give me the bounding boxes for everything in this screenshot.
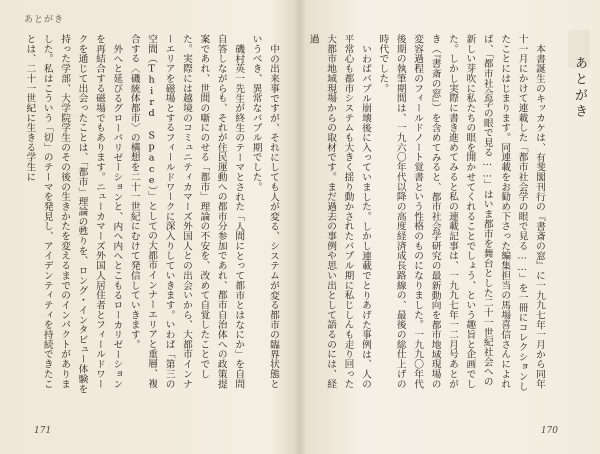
chapter-title: あとがき	[572, 56, 587, 120]
right-page-paragraph: 本書誕生のキッカケは、有斐閣刊行の『書斎の窓』に一九九七年一月から同年十一月にかけて連載した「都市社会学の眼で見る……」を一冊にコレクションしたことにはじまります。同連載をお勧め下さった編集担当の馬場喜信さんによれば、「都市社会学の眼で見る……」はいま都市を舞台とした二十一世紀社会への新しい芽吹に私たちの眼を開かせてくれることでしょう、という趣旨と企画でした。しかし実際に書き進めてみると私の連載記事は、一九九七年一二月号あとがき（『書斎の窓』）を含めてみると、都市社会学研究の最新動向を都市地域現場の変容過程のフィールドノート覚書という性格のものになりました。一九九〇年代後期の執筆期間は、一九六〇年代以降の高度経済成長路線の、最後の総仕上げの時代でした。	[377, 34, 545, 392]
right-page	[300, 0, 600, 454]
left-page-paragraph: 磯村英一先生が終生のテーマとされた「人間にとって都市とはなにか」を自問自答しながらも、それが住民運動への都市分参加であれ、都市自治体への政策提案であれ、世間の噺にのせる「都市」理論の不安を、改めて自覚したことでした。実際には越境のコミュニティカマーズ外国人との出会いから、大都市インナーエリアを磁場とするフィールドワークに深入りしていきます。いわば「第三の空間（Third Space）」としての大都市インナーエリアと重層、複合する〈磯統体都市〉の構想を二十一世紀にむけて発信していきます。	[128, 34, 245, 389]
left-page-paragraph: 中の出来事ですが、それにしても人が変る、システムが変る都市の臨界状態というべき、異常なバブル期でした。	[250, 34, 279, 389]
right-page-number: 170	[540, 426, 558, 436]
left-page-body	[24, 34, 282, 394]
left-page-paragraph: 外へと延びるグローバリゼーションと、内へ内へとこもるローカリゼーションを再結合する磁場でもあります。ニューカマーズ外国人居住者とフィールドワークを通じて出会ったことは、「都市」理論の甦りを、ロング・インタビュー体験を持った学部、大学院学生のその後の生きかたを変えるまでのインパクトがありました。私はこういう「切」のテーマを発見し、アイデンティティを持続できたことは、二十一世紀に生きる学生に	[24, 34, 123, 394]
right-page-body	[308, 34, 548, 396]
right-page-paragraph: いわばバブル崩壊後に入っていました。しかし連載でとりあげた事例は、人の平常心も都市システムも大きく揺り動かされたバブル期に私じしんも走り回った大都市地域現場からの取材です。まだ過去の事例や思い出として語るのには、経過	[307, 34, 371, 389]
left-page-number: 171	[34, 426, 52, 436]
running-head: あとがき	[24, 15, 65, 25]
